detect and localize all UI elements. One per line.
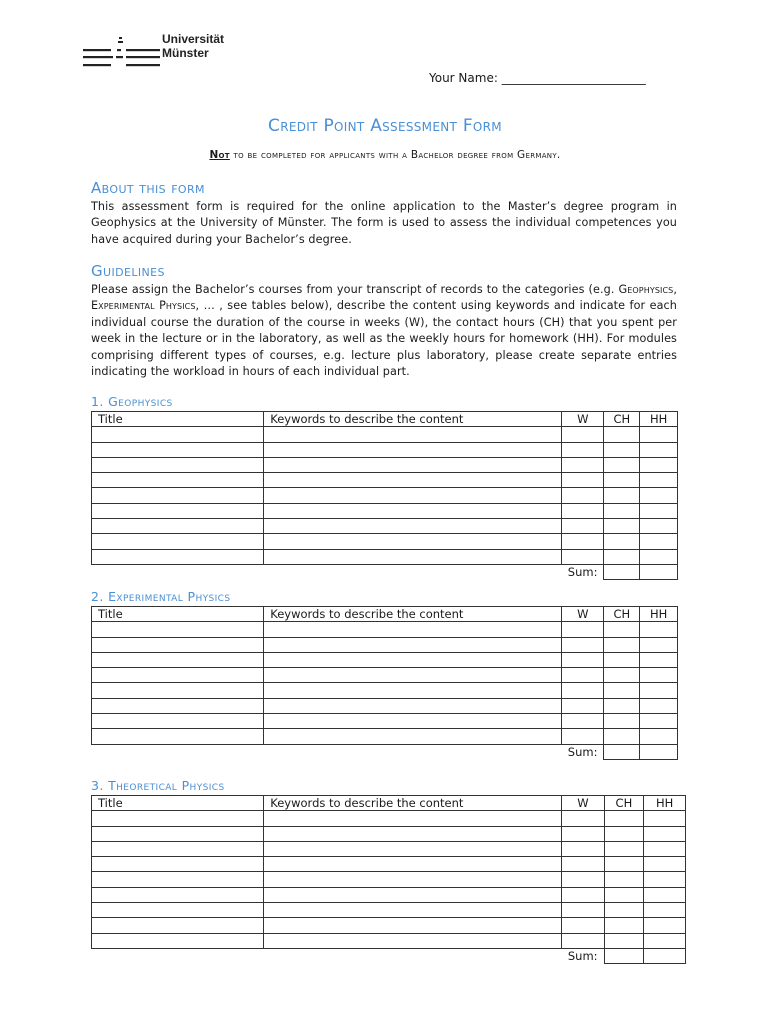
ch-cell[interactable] (604, 534, 640, 549)
section-heading-theoretical-physics: 3. Theoretical Physics (91, 778, 225, 793)
title-cell[interactable] (92, 549, 264, 564)
w-cell[interactable] (562, 457, 604, 472)
form-title: Credit Point Assessment Form (268, 116, 502, 136)
w-cell[interactable] (562, 519, 604, 534)
guidelines-heading: Guidelines (91, 262, 165, 280)
keywords-cell[interactable] (264, 857, 562, 872)
w-cell[interactable] (562, 933, 604, 948)
course-table-theoretical-physics (91, 795, 686, 964)
subtitle-not: Not (209, 149, 230, 161)
column-header-title: Title (92, 796, 264, 811)
keywords-cell[interactable] (264, 457, 562, 472)
column-header-ch: CH (604, 607, 640, 622)
w-cell[interactable] (562, 826, 604, 841)
ch-cell[interactable] (604, 841, 644, 856)
table-row[interactable] (92, 933, 686, 948)
w-cell[interactable] (562, 729, 604, 744)
table-row[interactable] (92, 637, 678, 652)
column-header-title: Title (92, 607, 264, 622)
w-cell[interactable] (562, 857, 604, 872)
w-cell[interactable] (562, 473, 604, 488)
about-text: This assessment form is required for the online application to the Master’s degree program in Geophysics at the University of Münster. The form is used to assess the individual competences you have acquired during your Bachelor’s degree. (91, 200, 677, 246)
table-row[interactable] (92, 683, 678, 698)
guidelines-text-b: , … , see tables below), describe the content using keywords and indicate for each individual course the duration of the course in weeks (W), the contact hours (CH) that you spent per week in the lecture or in the laboratory, as well as the weekly hours for homework (HH). For modules comprising different types of courses, e.g. lecture plus laboratory, please create separate entries indicating the workload in hours of each individual part. (91, 299, 677, 379)
ch-cell[interactable] (604, 473, 640, 488)
ch-cell[interactable] (604, 503, 640, 518)
table-row[interactable] (92, 729, 678, 744)
column-header-title: Title (92, 412, 264, 427)
w-cell[interactable] (562, 622, 604, 637)
ch-cell[interactable] (604, 698, 640, 713)
title-cell[interactable] (92, 652, 264, 667)
hh-cell[interactable] (640, 549, 678, 564)
ch-cell[interactable] (604, 887, 644, 902)
hh-cell[interactable] (644, 887, 686, 902)
title-cell[interactable] (92, 442, 264, 457)
w-cell[interactable] (562, 442, 604, 457)
keywords-cell[interactable] (264, 826, 562, 841)
column-header-keywords: Keywords to describe the content (264, 412, 562, 427)
column-header-ch: CH (604, 412, 640, 427)
title-cell[interactable] (92, 668, 264, 683)
ch-cell[interactable] (604, 488, 640, 503)
table-header-row (92, 796, 686, 811)
hh-cell[interactable] (644, 841, 686, 856)
column-header-w: W (562, 796, 604, 811)
subtitle-text: to be completed for applicants with a Bachelor degree from Germany. (229, 149, 561, 161)
w-cell[interactable] (562, 811, 604, 826)
sum-label: Sum: (567, 745, 598, 760)
ch-cell[interactable] (604, 826, 644, 841)
w-cell[interactable] (562, 683, 604, 698)
ch-sum-cell[interactable] (604, 564, 640, 579)
hh-cell[interactable] (640, 683, 678, 698)
keywords-cell[interactable] (264, 933, 562, 948)
keywords-cell[interactable] (264, 683, 562, 698)
hh-cell[interactable] (644, 918, 686, 933)
title-cell[interactable] (92, 714, 264, 729)
keywords-cell[interactable] (264, 637, 562, 652)
ch-cell[interactable] (604, 714, 640, 729)
ch-cell[interactable] (604, 903, 644, 918)
title-cell[interactable] (92, 534, 264, 549)
ch-cell[interactable] (604, 729, 640, 744)
ch-cell[interactable] (604, 933, 644, 948)
logo-line-1: Universität (162, 32, 225, 46)
table-header-row (92, 607, 678, 622)
title-cell[interactable] (92, 427, 264, 442)
sum-label: Sum: (567, 949, 598, 964)
w-cell[interactable] (562, 918, 604, 933)
university-logo (83, 32, 225, 78)
ch-cell[interactable] (604, 549, 640, 564)
ch-sum-cell[interactable] (604, 948, 644, 963)
keywords-cell[interactable] (264, 503, 562, 518)
keywords-cell[interactable] (264, 427, 562, 442)
w-cell[interactable] (562, 534, 604, 549)
keywords-cell[interactable] (264, 534, 562, 549)
sum-row (92, 948, 686, 963)
table-row[interactable] (92, 519, 678, 534)
keywords-cell[interactable] (264, 811, 562, 826)
title-cell[interactable] (92, 519, 264, 534)
w-cell[interactable] (562, 652, 604, 667)
w-cell[interactable] (562, 841, 604, 856)
hh-cell[interactable] (640, 503, 678, 518)
title-cell[interactable] (92, 903, 264, 918)
hh-cell[interactable] (644, 872, 686, 887)
hh-cell[interactable] (644, 857, 686, 872)
hh-cell[interactable] (640, 488, 678, 503)
title-cell[interactable] (92, 473, 264, 488)
keywords-cell[interactable] (264, 841, 562, 856)
w-cell[interactable] (562, 698, 604, 713)
title-cell[interactable] (92, 698, 264, 713)
title-cell[interactable] (92, 622, 264, 637)
table-row[interactable] (92, 427, 678, 442)
title-cell[interactable] (92, 811, 264, 826)
table-row[interactable] (92, 698, 678, 713)
table-row[interactable] (92, 714, 678, 729)
ch-cell[interactable] (604, 811, 644, 826)
ch-cell[interactable] (604, 683, 640, 698)
w-cell[interactable] (562, 427, 604, 442)
w-cell[interactable] (562, 903, 604, 918)
keywords-cell[interactable] (264, 698, 562, 713)
w-cell[interactable] (562, 714, 604, 729)
title-cell[interactable] (92, 729, 264, 744)
column-header-w: W (562, 412, 604, 427)
column-header-hh: HH (644, 796, 686, 811)
keywords-cell[interactable] (264, 918, 562, 933)
table-row[interactable] (92, 534, 678, 549)
table-row[interactable] (92, 457, 678, 472)
ch-cell[interactable] (604, 442, 640, 457)
section-heading-experimental-physics: 2. Experimental Physics (91, 589, 231, 604)
column-header-hh: HH (640, 412, 678, 427)
ch-cell[interactable] (604, 668, 640, 683)
column-header-hh: HH (640, 607, 678, 622)
about-heading: About this form (91, 179, 205, 197)
keywords-cell[interactable] (264, 652, 562, 667)
hh-cell[interactable] (640, 534, 678, 549)
guidelines-text-a: Please assign the Bachelor’s courses from your transcript of records to the categories (e.g. (91, 283, 619, 296)
title-cell[interactable] (92, 872, 264, 887)
hh-cell[interactable] (640, 729, 678, 744)
table-row[interactable] (92, 503, 678, 518)
keywords-cell[interactable] (264, 729, 562, 744)
keywords-cell[interactable] (264, 668, 562, 683)
table-row[interactable] (92, 473, 678, 488)
form-subtitle (0, 149, 770, 161)
hh-cell[interactable] (640, 442, 678, 457)
title-cell[interactable] (92, 503, 264, 518)
hh-cell[interactable] (640, 637, 678, 652)
guidelines-sep: , (673, 283, 677, 296)
column-header-ch: CH (604, 796, 644, 811)
title-cell[interactable] (92, 918, 264, 933)
sum-row (92, 564, 678, 579)
title-cell[interactable] (92, 933, 264, 948)
table-row[interactable] (92, 488, 678, 503)
section-heading-geophysics: 1. Geophysics (91, 394, 173, 409)
table-row[interactable] (92, 811, 686, 826)
table-row[interactable] (92, 442, 678, 457)
table-row[interactable] (92, 826, 686, 841)
university-logo-mark-icon (83, 34, 163, 74)
ch-cell[interactable] (604, 519, 640, 534)
keywords-cell[interactable] (264, 903, 562, 918)
hh-cell[interactable] (640, 622, 678, 637)
logo-line-2: Münster (162, 46, 209, 60)
category-experimental-physics: Experimental Physics (91, 299, 196, 313)
hh-cell[interactable] (644, 933, 686, 948)
column-header-keywords: Keywords to describe the content (264, 607, 562, 622)
keywords-cell[interactable] (264, 872, 562, 887)
hh-cell[interactable] (640, 427, 678, 442)
table-row[interactable] (92, 903, 686, 918)
course-table-experimental-physics (91, 606, 678, 760)
hh-cell[interactable] (640, 457, 678, 472)
hh-cell[interactable] (640, 668, 678, 683)
table-row[interactable] (92, 841, 686, 856)
w-cell[interactable] (562, 887, 604, 902)
university-name (162, 32, 224, 60)
hh-cell[interactable] (640, 519, 678, 534)
table-row[interactable] (92, 857, 686, 872)
ch-cell[interactable] (604, 637, 640, 652)
ch-cell[interactable] (604, 427, 640, 442)
title-cell[interactable] (92, 457, 264, 472)
ch-cell[interactable] (604, 918, 644, 933)
keywords-cell[interactable] (264, 714, 562, 729)
your-name-field[interactable]: Your Name: ________________________ (429, 71, 646, 85)
hh-cell[interactable] (640, 698, 678, 713)
table-row[interactable] (92, 887, 686, 902)
w-cell[interactable] (562, 637, 604, 652)
hh-cell[interactable] (644, 903, 686, 918)
hh-sum-cell[interactable] (640, 564, 678, 579)
hh-cell[interactable] (640, 473, 678, 488)
sum-label: Sum: (567, 565, 598, 580)
keywords-cell[interactable] (264, 622, 562, 637)
table-row[interactable] (92, 918, 686, 933)
category-geophysics: Geophysics (618, 283, 674, 296)
title-cell[interactable] (92, 887, 264, 902)
table-row[interactable] (92, 622, 678, 637)
title-cell[interactable] (92, 857, 264, 872)
table-row[interactable] (92, 652, 678, 667)
ch-cell[interactable] (604, 857, 644, 872)
hh-sum-cell[interactable] (644, 948, 686, 963)
hh-cell[interactable] (640, 714, 678, 729)
hh-cell[interactable] (640, 652, 678, 667)
column-header-w: W (562, 607, 604, 622)
title-cell[interactable] (92, 488, 264, 503)
ch-cell[interactable] (604, 457, 640, 472)
w-cell[interactable] (562, 549, 604, 564)
keywords-cell[interactable] (264, 488, 562, 503)
hh-sum-cell[interactable] (640, 744, 678, 759)
ch-cell[interactable] (604, 622, 640, 637)
w-cell[interactable] (562, 668, 604, 683)
title-cell[interactable] (92, 637, 264, 652)
ch-cell[interactable] (604, 872, 644, 887)
w-cell[interactable] (562, 503, 604, 518)
table-header-row (92, 412, 678, 427)
w-cell[interactable] (562, 488, 604, 503)
table-row[interactable] (92, 549, 678, 564)
sum-row (92, 744, 678, 759)
title-cell[interactable] (92, 826, 264, 841)
keywords-cell[interactable] (264, 519, 562, 534)
guidelines-text (91, 282, 677, 380)
keywords-cell[interactable] (264, 549, 562, 564)
table-row[interactable] (92, 668, 678, 683)
keywords-cell[interactable] (264, 473, 562, 488)
keywords-cell[interactable] (264, 442, 562, 457)
column-header-keywords: Keywords to describe the content (264, 796, 562, 811)
table-row[interactable] (92, 872, 686, 887)
w-cell[interactable] (562, 872, 604, 887)
ch-sum-cell[interactable] (604, 744, 640, 759)
course-table-geophysics (91, 411, 678, 580)
keywords-cell[interactable] (264, 887, 562, 902)
hh-cell[interactable] (644, 826, 686, 841)
title-cell[interactable] (92, 683, 264, 698)
title-cell[interactable] (92, 841, 264, 856)
ch-cell[interactable] (604, 652, 640, 667)
hh-cell[interactable] (644, 811, 686, 826)
